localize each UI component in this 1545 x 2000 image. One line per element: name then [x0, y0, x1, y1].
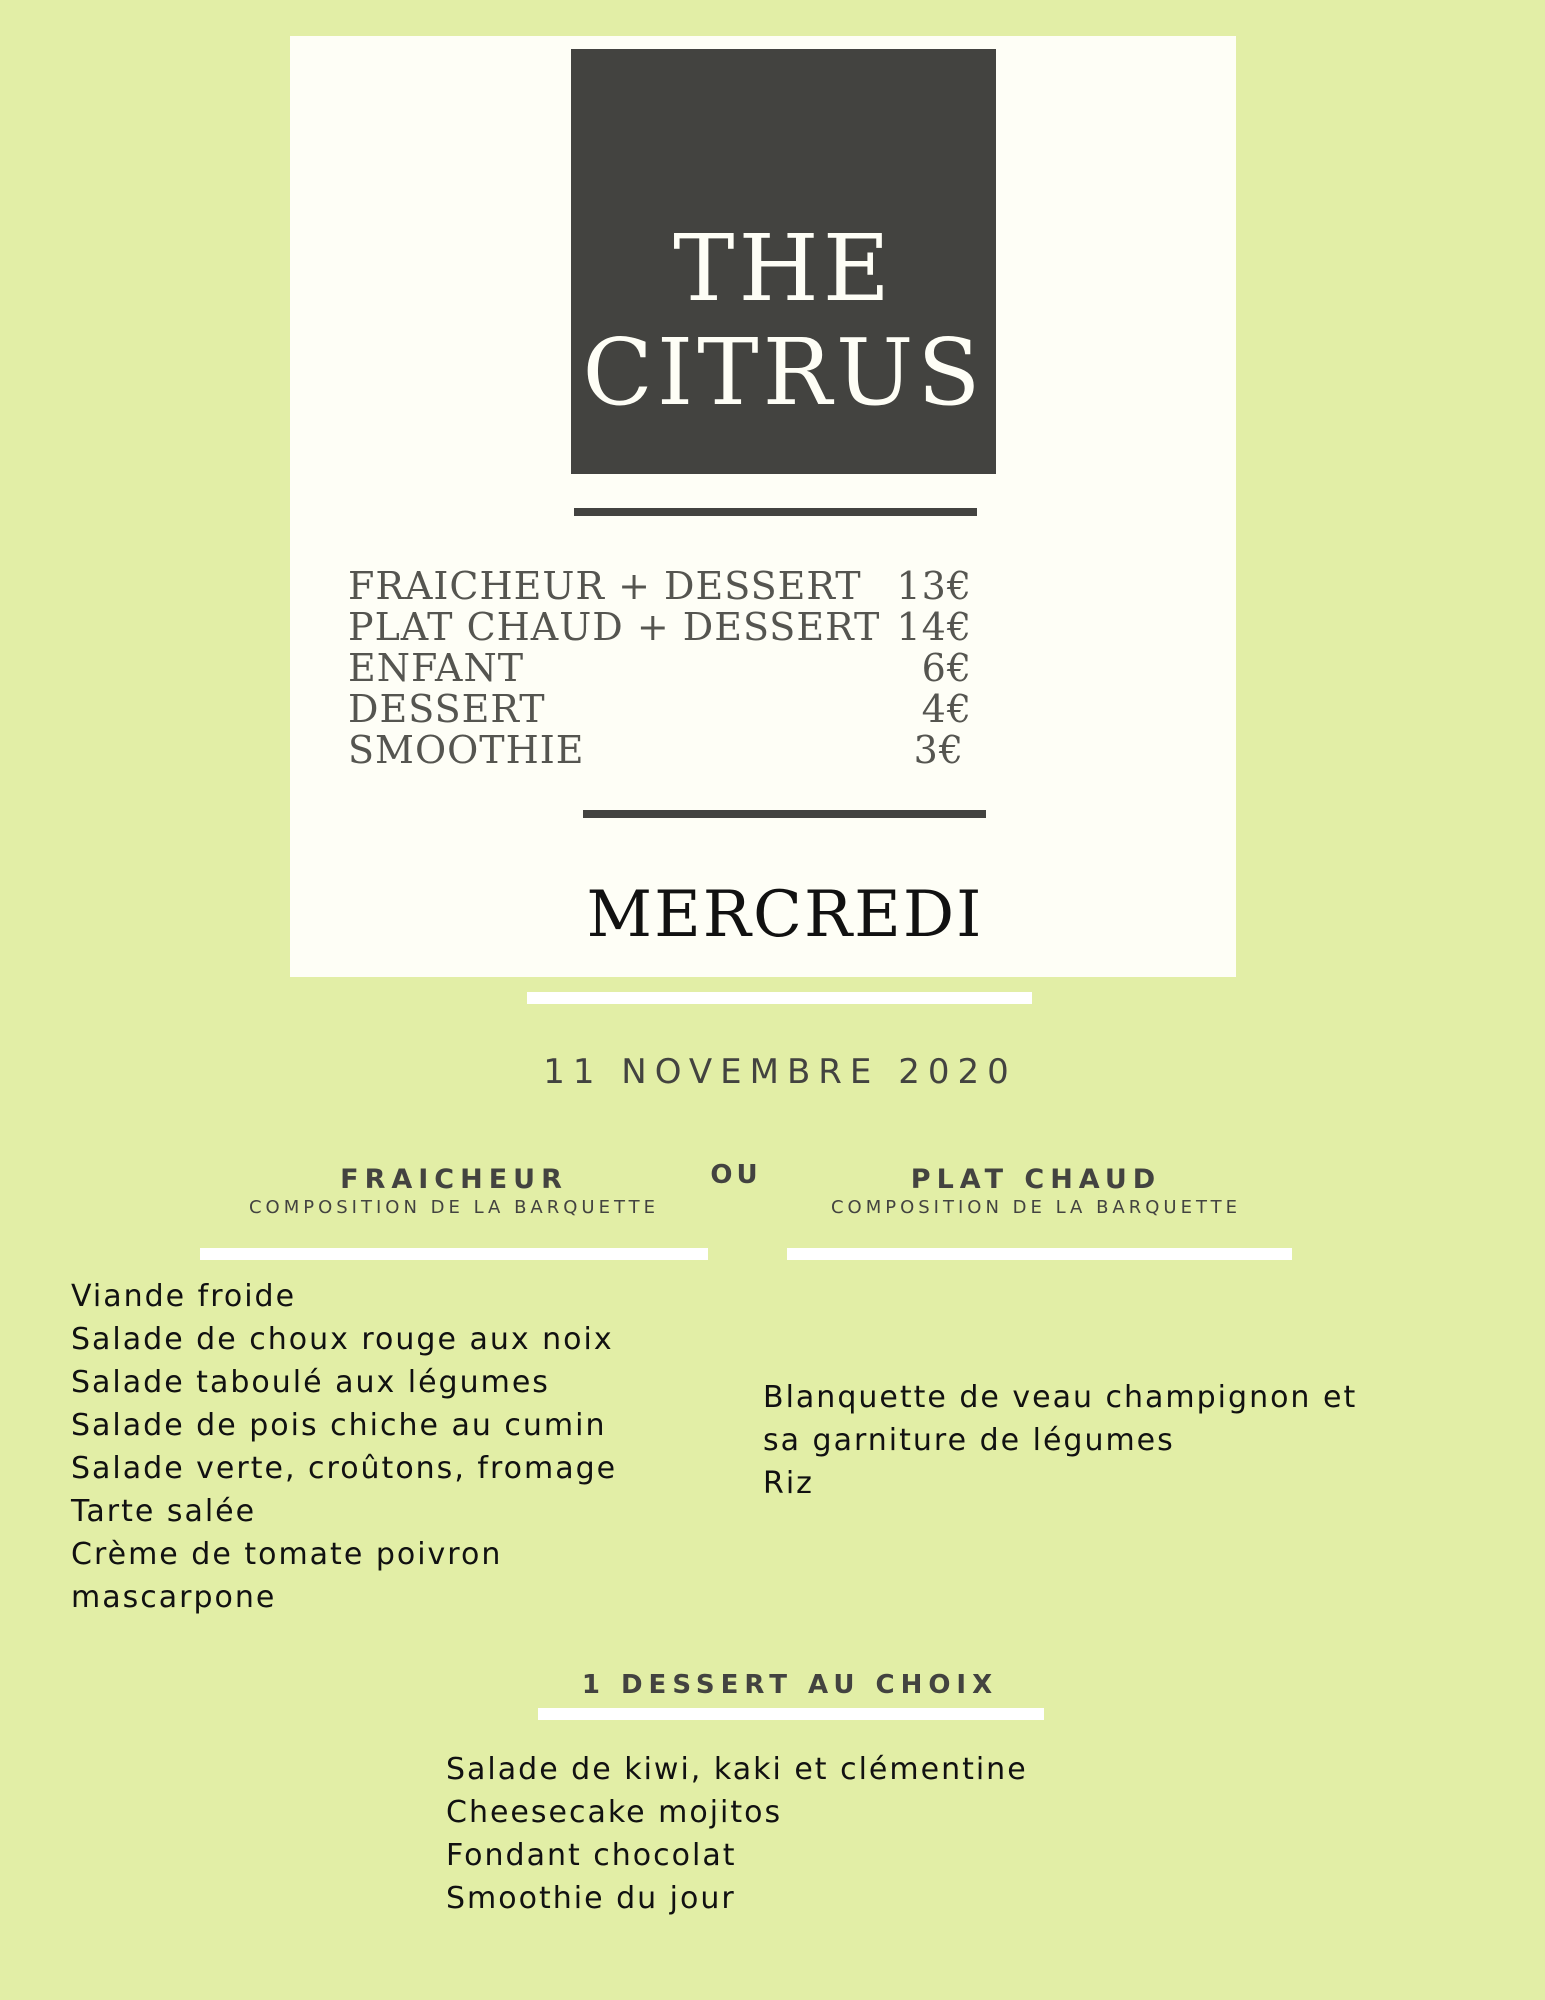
fraicheur-subtitle: COMPOSITION DE LA BARQUETTE: [248, 1197, 660, 1218]
divider-top: [574, 508, 977, 516]
menu-date: 11 NOVEMBRE 2020: [543, 1052, 1017, 1092]
separator-ou: OU: [710, 1160, 762, 1190]
fraicheur-list: [71, 1275, 617, 1619]
logo-line-2: CITRUS: [582, 319, 985, 426]
fraicheur-title: FRAICHEUR: [340, 1164, 568, 1195]
logo-line-1: THE: [673, 215, 894, 322]
list-item: Crème de tomate poivron: [71, 1537, 503, 1572]
plat-chaud-list: [763, 1376, 1357, 1505]
divider-bottom: [583, 810, 986, 818]
logo: [571, 49, 996, 474]
price-row: [348, 648, 972, 689]
list-item: sa garniture de légumes: [763, 1423, 1175, 1458]
list-item: Smoothie du jour: [446, 1881, 736, 1916]
price-label: PLAT CHAUD + DESSERT: [348, 605, 881, 649]
list-item: Fondant chocolat: [446, 1838, 737, 1873]
list-item: Blanquette de veau champignon et: [763, 1380, 1358, 1415]
price-amount: 6€: [921, 646, 972, 690]
list-item: Viande froide: [71, 1279, 297, 1314]
price-row: [348, 566, 972, 607]
fraicheur-header: [200, 1164, 708, 1220]
list-item: Salade verte, croûtons, fromage: [71, 1451, 618, 1486]
price-amount: 13€: [896, 564, 972, 608]
dessert-list: [446, 1748, 1028, 1920]
price-label: DESSERT: [348, 687, 546, 731]
plat-chaud-subtitle: COMPOSITION DE LA BARQUETTE: [830, 1197, 1242, 1218]
divider-date: [527, 992, 1032, 1004]
list-item: Salade taboulé aux légumes: [71, 1365, 550, 1400]
day-title: MERCREDI: [586, 878, 984, 952]
list-item: mascarpone: [71, 1580, 277, 1615]
list-item: Salade de pois chiche au cumin: [71, 1408, 607, 1443]
price-amount: 3€: [913, 728, 964, 772]
price-row: [348, 730, 972, 771]
price-list: [348, 566, 972, 771]
fraicheur-underline: [200, 1248, 708, 1260]
price-label: SMOOTHIE: [348, 728, 585, 772]
price-label: ENFANT: [348, 646, 525, 690]
price-row: [348, 607, 972, 648]
list-item: Riz: [763, 1466, 814, 1501]
dessert-title: 1 DESSERT AU CHOIX: [581, 1670, 999, 1700]
list-item: Salade de kiwi, kaki et clémentine: [446, 1752, 1028, 1787]
plat-chaud-underline: [787, 1248, 1292, 1260]
list-item: Tarte salée: [71, 1494, 257, 1529]
plat-chaud-header: [782, 1164, 1290, 1220]
dessert-underline: [538, 1708, 1044, 1720]
price-row: [348, 689, 972, 730]
price-amount: 4€: [921, 687, 972, 731]
plat-chaud-title: PLAT CHAUD: [910, 1164, 1162, 1195]
price-label: FRAICHEUR + DESSERT: [348, 564, 862, 608]
price-amount: 14€: [896, 605, 972, 649]
list-item: Cheesecake mojitos: [446, 1795, 783, 1830]
list-item: Salade de choux rouge aux noix: [71, 1322, 614, 1357]
